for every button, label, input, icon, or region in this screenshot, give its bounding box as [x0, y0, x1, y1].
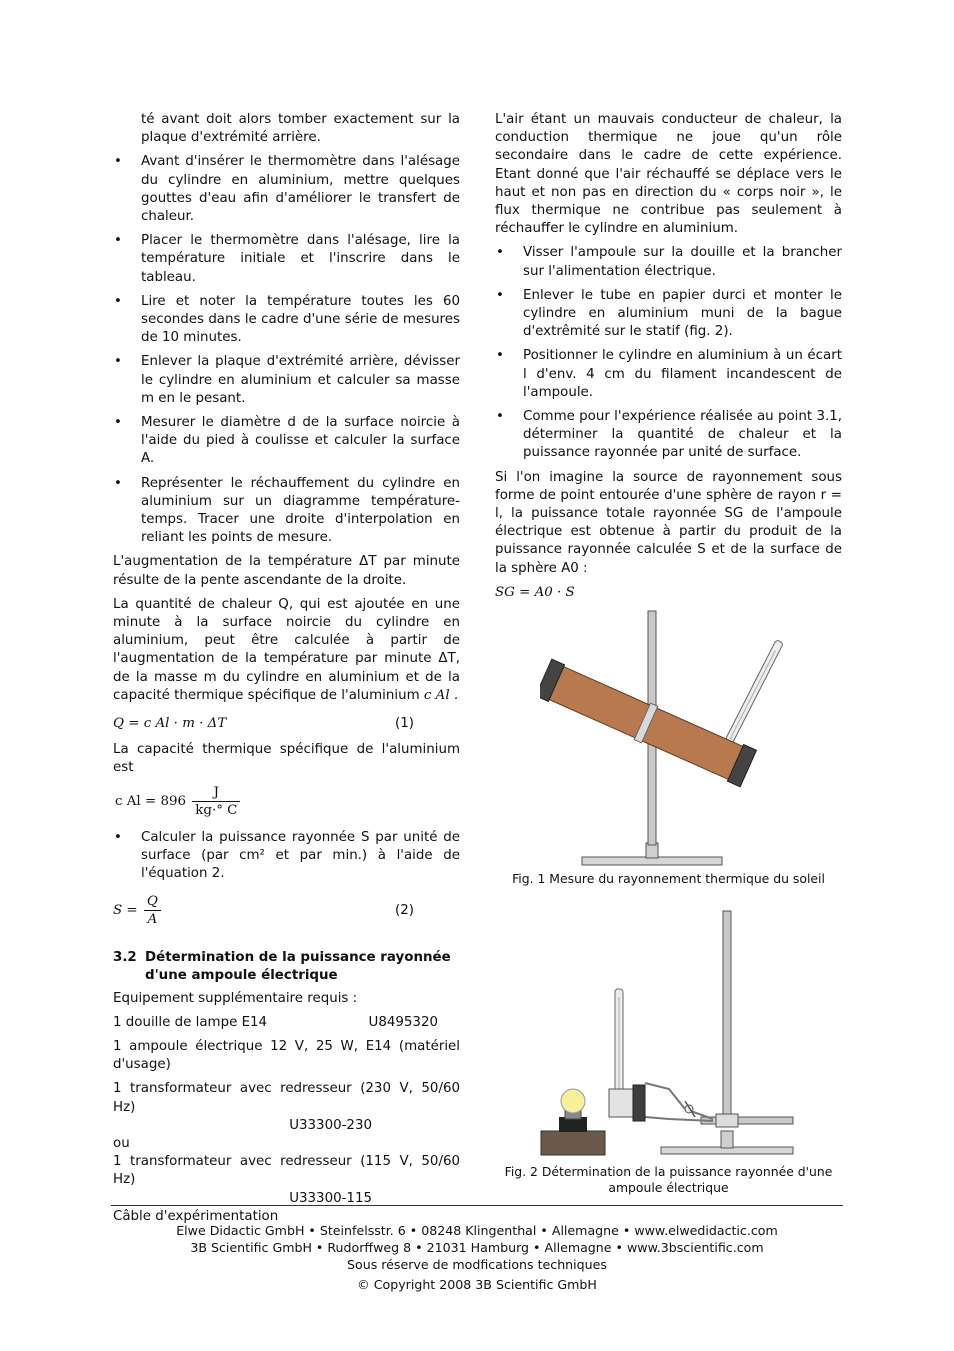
thermometer: [725, 640, 783, 743]
footer-copyright: © Copyright 2008 3B Scientific GmbH: [357, 1277, 597, 1292]
cylinder-body: [609, 1089, 635, 1117]
list-item: • Mesurer le diamètre d de la surface noircie à l'aide du pied à coulisse et calculer la surface A.: [113, 414, 460, 469]
equipment-code: U33300-230: [289, 1117, 372, 1133]
equipment-item: [113, 1014, 460, 1032]
light-bulb: [561, 1089, 585, 1113]
lamp-procedure-list: [495, 244, 842, 462]
clamp-block: [716, 1114, 738, 1127]
list-item: • Visser l'ampoule sur la douille et la brancher sur l'alimentation électrique.: [495, 244, 842, 280]
figure-1-caption: Fig. 1 Mesure du rayonnement thermique du soleil: [512, 871, 825, 886]
stand-rod: [723, 911, 731, 1125]
equipment-name: 1 douille de lampe E14: [113, 1014, 268, 1030]
equipment-item: 1 transformateur avec redresseur (230 V, 50/60 Hz): [113, 1081, 460, 1115]
equation-2-number: (2): [395, 903, 414, 919]
equation-2-fraction: [144, 893, 161, 928]
specific-heat-value: [115, 784, 460, 819]
list-item: • Avant d'insérer le thermomètre dans l'alésage du cylindre en aluminium, mettre quelques gouttes d'eau afin d'améliorer le transfert de chaleur.: [113, 153, 460, 226]
equipment-code: U33300-115: [289, 1190, 372, 1206]
continued-bullet-text: té avant doit alors tomber exactement sur la plaque d'extrémité arrière.: [141, 112, 460, 146]
list-item: • Comme pour l'expérience réalisée au point 3.1, déterminer la quantité de chaleur et la puissance rayonnée par unité de surface.: [495, 408, 842, 463]
figure-2-caption: Fig. 2 Détermination de la puissance rayonnée d'une ampoule électrique: [504, 1164, 833, 1195]
footer-divider: [111, 1205, 843, 1206]
equipment-code: U8495320: [368, 1014, 438, 1030]
equipment-intro: Equipement supplémentaire requis :: [113, 990, 358, 1006]
specific-heat-lhs: c Al = 896: [115, 793, 187, 809]
list-item: • Calculer la puissance rayonnée S par unité de surface (par cm² et par min.) à l'aide de l'équation 2.: [113, 829, 460, 884]
unit-numerator: J: [192, 784, 240, 802]
list-item: • Enlever la plaque d'extrémité arrière, dévisser le cylindre en aluminium et calculer sa masse m en le pesant.: [113, 353, 460, 408]
equation-2-numerator: Q: [144, 893, 161, 911]
right-column: [495, 111, 842, 610]
equation-2-denominator: A: [147, 912, 158, 928]
stand-foot: [721, 1131, 733, 1148]
equipment-item: 1 ampoule électrique 12 V, 25 W, E14 (matériel d'usage): [113, 1038, 460, 1073]
list-item: • Représenter le réchauffement du cylindre en aluminium sur un diagramme température-temps. Tracer une droite d'interpolation en reliant les points de mesure.: [113, 475, 460, 548]
footer: [0, 1222, 954, 1293]
footer-address-3b: 3B Scientific GmbH • Rudorffweg 8 • 21031 Hamburg • Allemagne • www.3bscientific.com: [190, 1240, 764, 1255]
section-title: Détermination de la puissance rayonnée d'une ampoule électrique: [145, 950, 451, 984]
list-item: • Placer le thermomètre dans l'alésage, lire la température initiale et l'inscrire dans le tableau.: [113, 232, 460, 287]
section-number: 3.2: [113, 950, 137, 966]
specific-heat-paragraph: La capacité thermique spécifique de l'aluminium est: [113, 742, 460, 776]
equipment-item: Câble d'expérimentation: [113, 1208, 279, 1224]
equation-3: SG = A0 · S: [495, 584, 575, 600]
figure-2-lamp-setup: [535, 905, 805, 1160]
equation-2-lhs: S =: [113, 903, 138, 919]
power-list: [113, 829, 460, 884]
equation-2: [113, 893, 460, 931]
section-heading: [113, 949, 460, 985]
footer-notice: Sous réserve de modfications techniques: [347, 1257, 607, 1272]
air-conduction-paragraph: L'air étant un mauvais conducteur de chaleur, la conduction thermique ne joue qu'un rôle secondaire dans le cadre de cette expérience. Etant donné que l'air réchauffé se déplace vers le haut et non pas en direction du « corps noir », le flux thermique ne contribue pas seulement à réchauffer le cylindre en aluminium.: [495, 112, 842, 237]
equation-1: [113, 715, 460, 735]
temperature-slope-paragraph: L'augmentation de la température ΔT par minute résulte de la pente ascendante de la droite.: [113, 554, 460, 588]
lamp-socket-base: [541, 1131, 605, 1155]
footer-address-elwe: Elwe Didactic GmbH • Steinfelsstr. 6 • 08248 Klingenthal • Allemagne • www.elwedidactic.com: [176, 1223, 778, 1238]
sphere-paragraph: Si l'on imagine la source de rayonnement sous forme de point entourée d'une sphère de rayon r = l, la puissance totale rayonnée SG de l'ampoule électrique est obtenue à partir du produit de la puissance rayonnée calculée S et de la surface de la sphère A0 :: [495, 469, 842, 576]
list-item: • Enlever le tube en papier durci et monter le cylindre en aluminium muni de la bague d'extrêmité sur le statif (fig. 2).: [495, 287, 842, 342]
equation-1-body: Q = c Al · m · ΔT: [113, 716, 227, 732]
list-item: • Positionner le cylindre en aluminium à un écart l d'env. 4 cm du filament incandescent de l'ampoule.: [495, 347, 842, 402]
cylinder-end-cap: [633, 1085, 645, 1121]
thermometer-scale: [730, 650, 775, 739]
figure-1-sun-radiation-setup: [540, 605, 810, 870]
list-item: • Lire et noter la température toutes les 60 secondes dans le cadre d'une série de mesures de 10 minutes.: [113, 293, 460, 348]
specific-heat-symbol: c Al .: [423, 687, 459, 703]
or-text: ou: [113, 1135, 130, 1151]
unit-fraction: [192, 784, 240, 819]
clamp-arm: [645, 1083, 713, 1119]
heat-quantity-paragraph: La quantité de chaleur Q, qui est ajoutée en une minute à la surface noircie du cylindre en aluminium, peut être calculée à partir de l'augmentation de la température par minute ΔT, de la masse m du cylindre en aluminium et de la capacité thermique spécifique de l'aluminium c Al .: [113, 596, 460, 703]
equipment-item: 1 transformateur avec redresseur (115 V, 50/60 Hz): [113, 1154, 460, 1188]
equation-1-number: (1): [395, 716, 414, 732]
left-column: [113, 111, 460, 1232]
unit-denominator: kg·° C: [195, 802, 238, 818]
procedure-list: [113, 153, 460, 547]
horizontal-rod: [701, 1117, 793, 1124]
